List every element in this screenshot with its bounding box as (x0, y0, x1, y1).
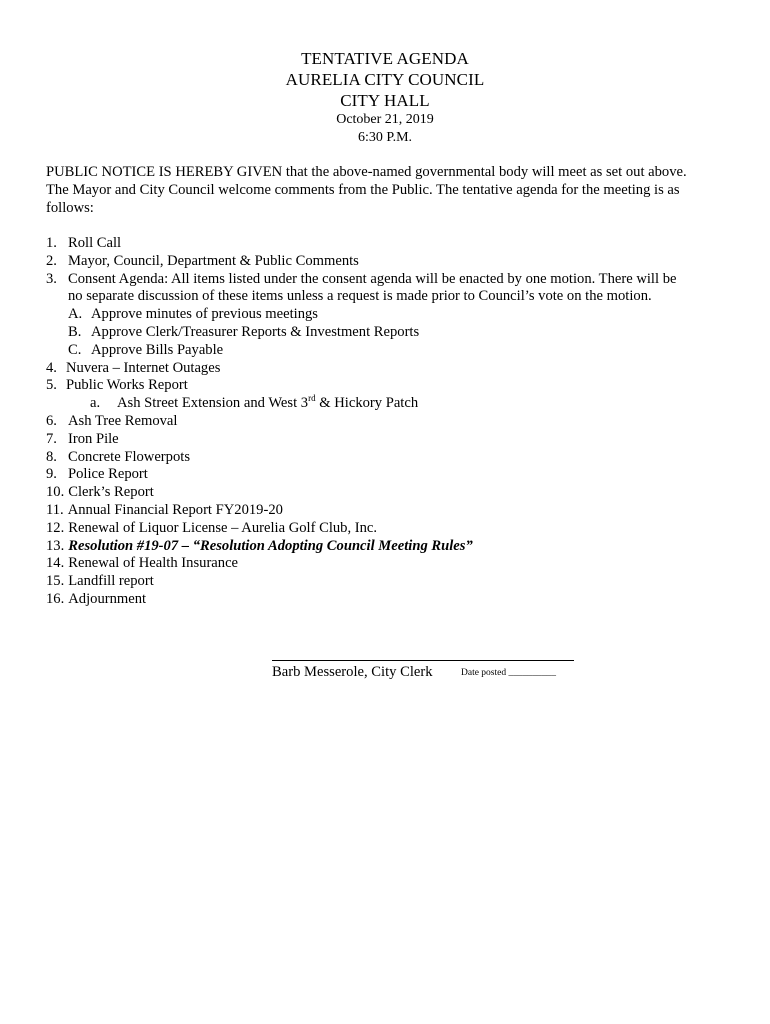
council-name: AURELIA CITY COUNCIL (285, 70, 485, 89)
item-text: Annual Financial Report FY2019-20 (67, 501, 283, 518)
item-number: 4. (46, 359, 57, 376)
item-text: Public Works Report (66, 377, 188, 394)
resolution-title: Resolution #19-07 – “Resolution Adopting Council Meeting Rules” (68, 537, 473, 554)
date-posted-field: Date posted __________ (461, 668, 556, 678)
notice-line-1: PUBLIC NOTICE IS HEREBY GIVEN that the above-named governmental body will meet as set out above. (46, 164, 687, 180)
public-notice (46, 163, 726, 217)
item-number: 7. (46, 430, 57, 447)
item-text: Mayor, Council, Department & Public Comments (68, 252, 359, 269)
item-number: 5. (46, 377, 57, 394)
subitem-text-before: Ash Street Extension and West 3 (117, 395, 309, 412)
item-number: 1. (46, 235, 57, 251)
document-title: TENTATIVE AGENDA (301, 49, 469, 68)
agenda-item-11 (46, 502, 726, 520)
subitem-text: Approve minutes of previous meetings (91, 306, 318, 323)
agenda-item-2 (46, 253, 726, 271)
item-text: Police Report (68, 466, 148, 483)
ordinal-superscript: rd (308, 393, 316, 404)
meeting-time: 6:30 P.M. (357, 130, 413, 145)
agenda-item-16 (46, 591, 726, 609)
item-text: Concrete Flowerpots (68, 448, 190, 465)
subitem-text: Approve Clerk/Treasurer Reports & Investment Reports (91, 323, 420, 340)
item-number: 16. (46, 590, 65, 607)
agenda-item-13 (46, 538, 726, 556)
consent-subitem-a (46, 306, 726, 324)
agenda-item-3-continuation: no separate discussion of these items unless a request is made prior to Council’s vote on the motion. (68, 288, 652, 305)
item-text: Renewal of Liquor License – Aurelia Golf Club, Inc. (68, 519, 378, 536)
subitem-text-after: & Hickory Patch (315, 395, 419, 412)
item-number: 12. (46, 519, 65, 536)
item-text: Landfill report (68, 573, 154, 590)
subitem-letter: a. (90, 395, 101, 412)
item-text: Nuvera – Internet Outages (66, 359, 221, 376)
subitem-text: Approve Bills Payable (91, 341, 224, 358)
item-number: 14. (46, 555, 65, 572)
agenda-item-1 (46, 235, 726, 253)
meeting-date: October 21, 2019 (336, 112, 434, 127)
item-number: 10. (46, 484, 65, 501)
agenda-item-10 (46, 484, 726, 502)
agenda-item-3 (46, 271, 726, 289)
subitem-letter: B. (68, 323, 82, 340)
item-text: Roll Call (68, 235, 122, 251)
item-text: Clerk’s Report (68, 484, 154, 501)
notice-line-3: follows: (46, 200, 94, 216)
item-text: Renewal of Health Insurance (68, 555, 239, 572)
item-text: Ash Tree Removal (68, 412, 178, 429)
item-number: 13. (46, 537, 65, 554)
signature-line (272, 660, 574, 661)
agenda-item-9 (46, 466, 726, 484)
item-number: 8. (46, 448, 57, 465)
meeting-location: CITY HALL (340, 91, 430, 110)
item-number: 3. (46, 270, 57, 287)
item-text: Iron Pile (68, 430, 119, 447)
subitem-letter: A. (68, 306, 83, 323)
agenda-item-8 (46, 449, 726, 467)
clerk-signature-name: Barb Messerole, City Clerk (272, 664, 433, 680)
subitem-letter: C. (68, 341, 82, 358)
agenda-item-4 (46, 360, 726, 378)
item-text: Adjournment (68, 590, 147, 607)
agenda-header (0, 48, 770, 147)
agenda-item-5 (46, 377, 726, 395)
public-works-subitem-a (46, 395, 726, 413)
agenda-item-7 (46, 431, 726, 449)
agenda-item-6 (46, 413, 726, 431)
item-number: 2. (46, 252, 57, 269)
item-number: 6. (46, 412, 57, 429)
item-number: 9. (46, 466, 57, 483)
agenda-item-14 (46, 555, 726, 573)
agenda-item-12 (46, 520, 726, 538)
consent-subitem-b (46, 324, 726, 342)
agenda-list (46, 235, 726, 609)
consent-subitem-c (46, 342, 726, 360)
item-number: 15. (46, 573, 65, 590)
item-number: 11. (46, 501, 64, 518)
agenda-item-15 (46, 573, 726, 591)
notice-line-2: The Mayor and City Council welcome comments from the Public. The tentative agenda for the meeting is as (46, 182, 680, 198)
item-text: Consent Agenda: All items listed under the consent agenda will be enacted by one motion. There will be (68, 270, 677, 287)
